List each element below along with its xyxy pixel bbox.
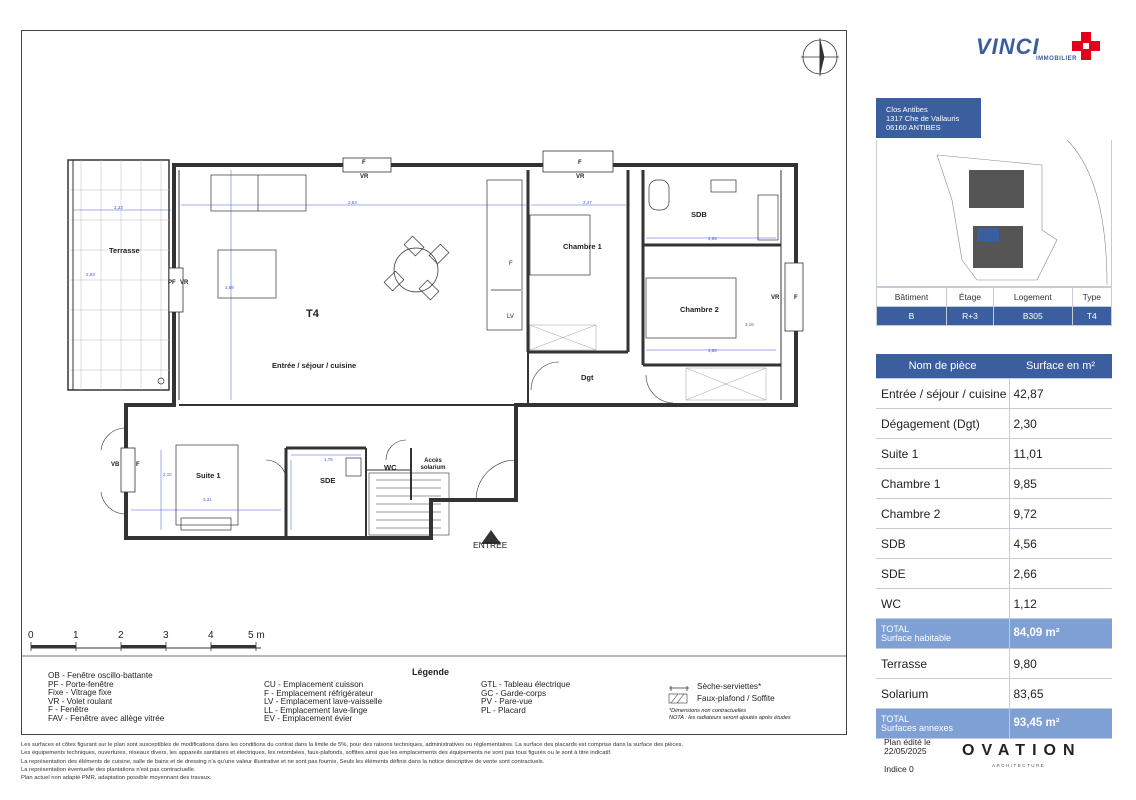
total-habitable-row: TOTAL Surface habitable 84,09 m² (876, 619, 1112, 649)
legend-item: VR - Volet roulant (48, 696, 113, 706)
dim-label: 3,89 (225, 285, 234, 290)
address-line: 06160 ANTIBES (886, 123, 941, 132)
info-value: R+3 (946, 307, 993, 326)
dim-label: 2,65 (708, 236, 717, 241)
address-box (876, 98, 981, 138)
legend-false-ceiling: Faux-plafond / Soffite (697, 694, 775, 703)
legend-item: CU - Emplacement cuisson (264, 680, 364, 689)
legend-technical (481, 681, 570, 715)
legend-notes (669, 708, 791, 722)
opening-label-vb: VB (111, 462, 120, 468)
opening-label-f3: F (794, 295, 798, 301)
disclaimer (21, 741, 861, 782)
info-header: Bâtiment (877, 288, 947, 307)
disclaimer-line: La représentation éventuelle des plantations n'est pas contractuelle. (21, 766, 196, 773)
room-label-t4: T4 (306, 308, 319, 320)
legend-openings (48, 672, 164, 724)
entry-label: ENTRÉE (473, 540, 508, 550)
plan-date: Plan édité le 22/05/2025 (884, 737, 931, 756)
table-header: Surface en m² (1009, 354, 1112, 379)
fixture-label-fridge: F (509, 261, 513, 267)
dim-label: 3,16 (745, 322, 754, 327)
legend-appliances (264, 681, 382, 724)
dim-label: 1,76 (324, 457, 333, 462)
address-line: 1317 Che de Vallauris (886, 114, 960, 123)
opening-label-vr2: VR (576, 174, 585, 180)
table-row: SDB 4,56 (876, 529, 1112, 559)
table-row: Terrasse 9,80 (876, 649, 1112, 679)
ovation-subtitle: ARCHITECTURE (992, 763, 1046, 768)
rooms-surface-table (876, 354, 1112, 739)
legend-item: FAV - Fenêtre avec allège vitrée (48, 713, 165, 723)
vinci-logo (976, 32, 1108, 66)
legend-title: Légende (412, 667, 450, 677)
info-header: Type (1072, 288, 1111, 307)
dim-label: 3,31 (203, 497, 212, 502)
room-label-sdb: SDB (691, 210, 707, 219)
info-header: Étage (946, 288, 993, 307)
scale-bar (31, 642, 261, 651)
table-row: Suite 1 11,01 (876, 439, 1112, 469)
disclaimer-line: Les surfaces et côtes figurant sur le plan sont susceptibles de modifications dans les conditions du contrat dans la limite de 5%, pour des raisons techniques, administratives ou réglementaires. La surface des placards est comprise dans la surface des pièces. (21, 742, 684, 748)
table-header: Nom de pièce (876, 354, 1009, 379)
dim-label: 2,47 (583, 200, 592, 205)
room-label-dgt: Dgt (581, 373, 594, 382)
legend-item: EV - Emplacement évier (264, 714, 353, 724)
opening-label-vr4: VR (771, 295, 780, 301)
room-label-sde: SDE (320, 476, 336, 485)
compass-icon (801, 38, 839, 76)
table-row: Chambre 2 9,72 (876, 499, 1112, 529)
dimension-lines (73, 170, 776, 530)
terrace-area (68, 160, 169, 390)
opening-label-vr1: VR (360, 174, 369, 180)
disclaimer-line: Plan actuel non adapté PMR, adaptation possible moyennant des travaux. (21, 775, 212, 782)
room-label-sejour: Entrée / séjour / cuisine (272, 361, 357, 370)
room-label-chambre2: Chambre 2 (680, 305, 719, 314)
scale-label: 2 (118, 630, 124, 641)
room-label-wc: WC (384, 463, 397, 472)
opening-label-f4: F (136, 462, 140, 468)
scale-label: 1 (73, 630, 79, 641)
towel-dryer-icon (669, 686, 689, 691)
legend-note: *Dimensions non contractuelles (669, 708, 747, 714)
legend-item: PL - Placard (481, 705, 526, 715)
total-annexes-row: TOTAL Surfaces annexes 93,45 m² (876, 709, 1112, 739)
fixture-label-lv: LV (507, 314, 514, 320)
logo-wordmark: VINCI (976, 34, 1040, 59)
legend-towel-dryer: Sèche-serviettes* (697, 682, 762, 691)
legend-item: GTL - Tableau électrique (481, 680, 571, 689)
ovation-logo: OVATION (962, 742, 1082, 759)
opening-label-pf: PF (168, 280, 176, 286)
scale-label: 5 m (248, 630, 265, 641)
opening-label-f2: F (578, 160, 582, 166)
table-row: Chambre 1 9,85 (876, 469, 1112, 499)
dim-label: 2,63 (348, 200, 357, 205)
legend-item: F - Fenêtre (48, 705, 89, 715)
legend-item: PV - Pare-vue (481, 697, 533, 707)
plan-index: Indice 0 (884, 764, 914, 774)
legend-item: PF - Porte-fenêtre (48, 679, 114, 689)
windows (121, 151, 803, 492)
legend-note: NOTA : les radiateurs seront ajoutés après études (669, 715, 791, 721)
table-row: Entrée / séjour / cuisine 42,87 (876, 379, 1112, 409)
room-label-chambre1: Chambre 1 (563, 242, 602, 251)
dim-label: 3,88 (708, 348, 717, 353)
info-header: Logement (994, 288, 1073, 307)
hatch-symbol-icon (669, 694, 687, 703)
info-value: B305 (994, 307, 1073, 326)
disclaimer-line: La représentation des éléments de cuisine, salle de bains et de dressing n'a qu'une valeur illustrative et ne sont pas fournis. Seuls les éléments définis dans la notice descriptive de vente sont contractuels. (21, 758, 545, 765)
legend-item: Fixe - Vitrage fixe (48, 688, 112, 698)
info-value: T4 (1072, 307, 1111, 326)
scale-label: 0 (28, 630, 34, 641)
legend-item: LV - Emplacement lave-vaisselle (264, 697, 383, 707)
site-map (876, 140, 1112, 287)
legend-item: GC - Garde-corps (481, 688, 547, 698)
dim-label: 2,93 (86, 272, 95, 277)
lot-info-table (876, 287, 1112, 326)
legend-item: F - Emplacement réfrigérateur (264, 688, 374, 698)
dim-label: 2,33 (114, 205, 123, 210)
table-row: SDE 2,66 (876, 559, 1112, 589)
room-label-suite1: Suite 1 (196, 471, 221, 480)
legend-item: LL - Emplacement lave-linge (264, 705, 368, 715)
floor-plan-drawing (21, 30, 847, 735)
table-row: WC 1,12 (876, 589, 1112, 619)
table-row: Dégagement (Dgt) 2,30 (876, 409, 1112, 439)
false-ceiling-hatch (530, 325, 766, 400)
table-row: Solarium 83,65 (876, 679, 1112, 709)
scale-label: 4 (208, 630, 214, 641)
staircase (369, 473, 449, 535)
scale-label: 3 (163, 630, 169, 641)
legend-item: OB - Fenêtre oscillo-battante (48, 671, 153, 680)
address-line: Clos Antibes (886, 105, 928, 114)
dim-label: 2,10 (163, 472, 172, 477)
logo-subtitle: IMMOBILIER (1036, 56, 1077, 62)
logo-cross-icon (1072, 32, 1100, 60)
furniture (176, 175, 778, 530)
info-value: B (877, 307, 947, 326)
opening-label-vr3: VR (180, 280, 189, 286)
walls (126, 165, 796, 538)
door-swings (101, 362, 673, 514)
disclaimer-line: Les équipements techniques, ouvertures, réseaux divers, les appareils sanitaires et électriques, les retombées, faux-plafonds, soffites ainsi que les emplacements des équipements ne sont pas tous figurés ou le sont à titre indicatif. (21, 750, 612, 757)
room-label-terrasse: Terrasse (109, 246, 140, 255)
room-label-acces-solarium: Accès solarium (420, 458, 446, 471)
opening-label-f1: F (362, 160, 366, 166)
